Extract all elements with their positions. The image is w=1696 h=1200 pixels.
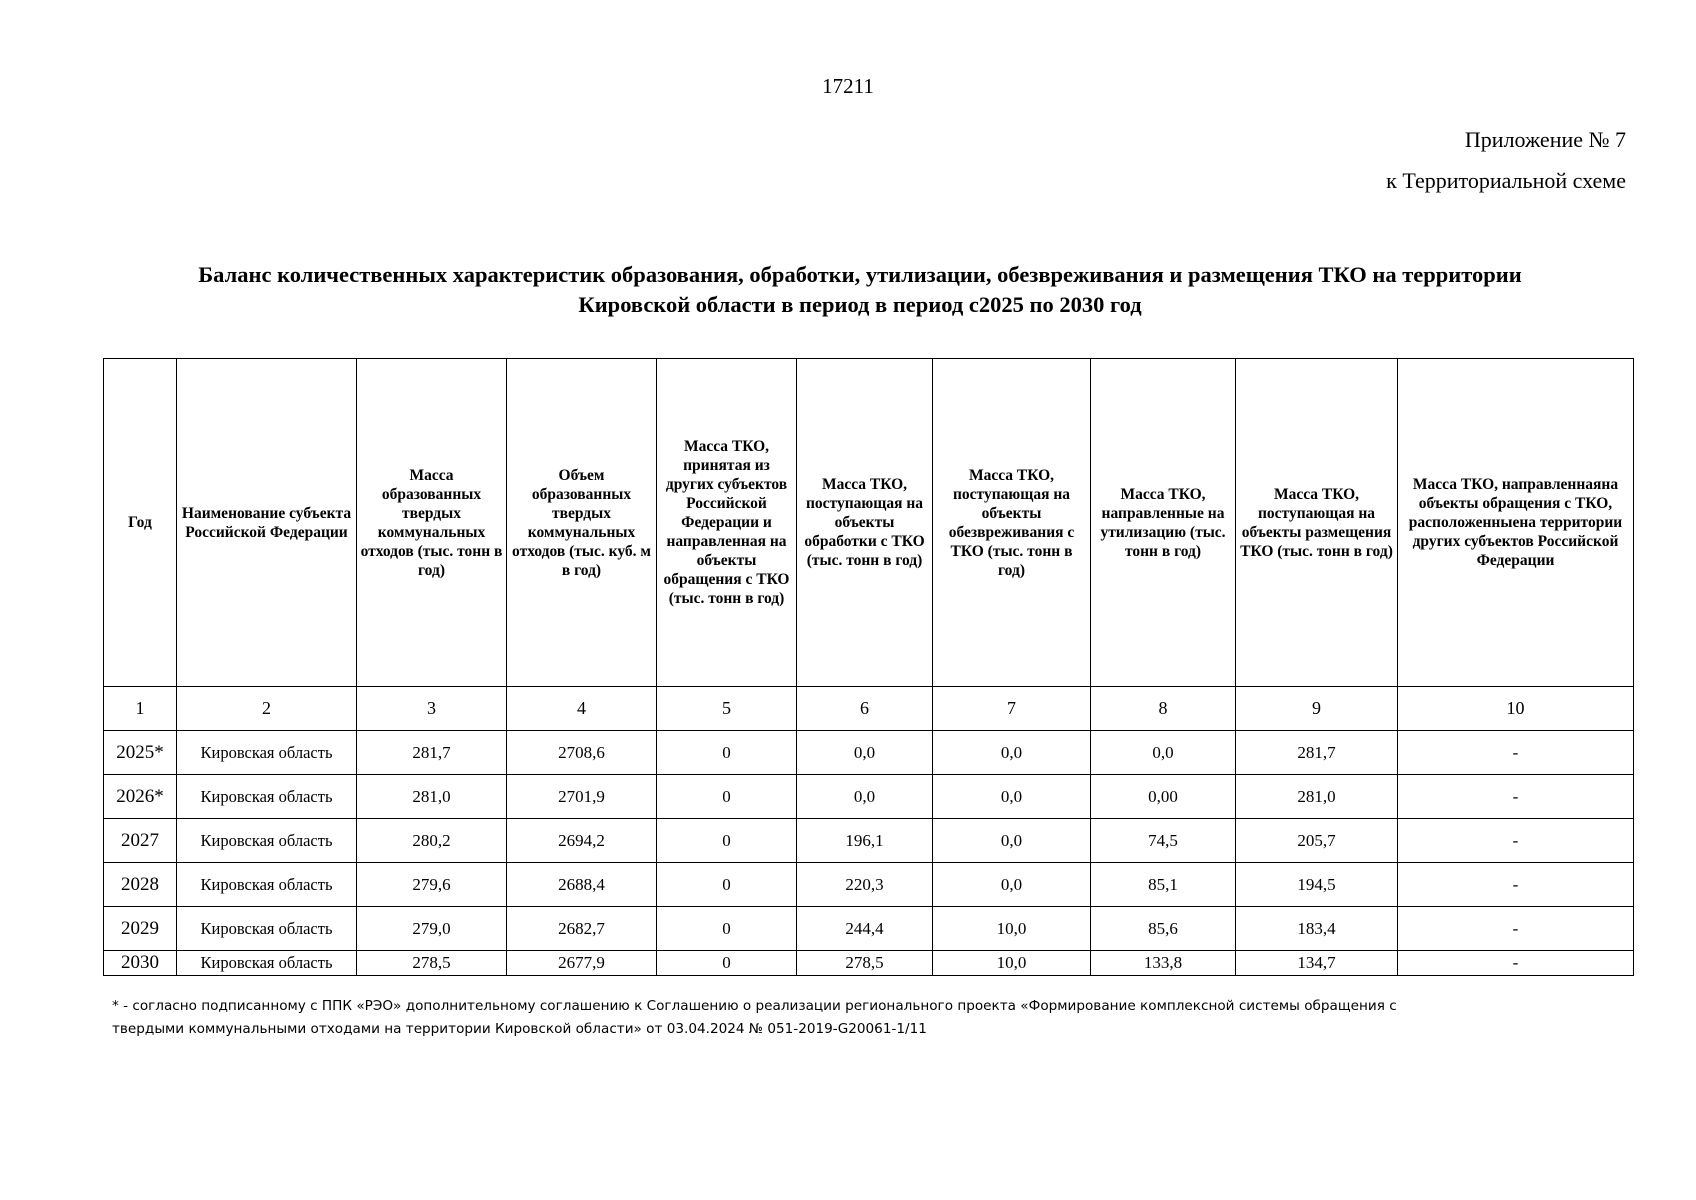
cell-mass-placement: 134,7: [1236, 951, 1398, 976]
cell-mass-exported: -: [1398, 731, 1634, 775]
column-number-row: [104, 687, 1634, 731]
col-header-region: Наименование субъекта Российской Федерации: [177, 359, 357, 687]
cell-year: 2025*: [104, 731, 177, 775]
cell-mass-placement: 281,0: [1236, 775, 1398, 819]
cell-mass-generated: 281,7: [357, 731, 507, 775]
appendix-subtitle: к Территориальной схеме: [1386, 168, 1626, 193]
col-header-mass-processing: Масса ТКО, поступающая на объекты обработки с ТКО (тыс. тонн в год): [797, 359, 933, 687]
cell-mass-neutralization: 0,0: [933, 731, 1091, 775]
cell-region: Кировская область: [177, 951, 357, 976]
cell-mass-utilization: 85,1: [1091, 863, 1236, 907]
cell-mass-generated: 281,0: [357, 775, 507, 819]
cell-mass-processing: 220,3: [797, 863, 933, 907]
col-header-mass-exported: Масса ТКО, направленнаяна объекты обращения с ТКО, расположенныена территории других субъектов Российской Федерации: [1398, 359, 1634, 687]
cell-mass-utilization: 0,0: [1091, 731, 1236, 775]
column-number: 9: [1236, 687, 1398, 731]
cell-region: Кировская область: [177, 863, 357, 907]
cell-year: 2028: [104, 863, 177, 907]
cell-mass-utilization: 85,6: [1091, 907, 1236, 951]
col-header-year: Год: [104, 359, 177, 687]
header-row: [104, 359, 1634, 687]
table-row: [104, 907, 1634, 951]
cell-region: Кировская область: [177, 819, 357, 863]
cell-mass-imported: 0: [657, 907, 797, 951]
col-header-mass-generated: Масса образованных твердых коммунальных отходов (тыс. тонн в год): [357, 359, 507, 687]
cell-mass-processing: 196,1: [797, 819, 933, 863]
document-title-line-1: Баланс количественных характеристик образования, обработки, утилизации, обезвреживания и размещения ТКО на территории: [198, 262, 1522, 287]
cell-mass-generated: 279,6: [357, 863, 507, 907]
cell-mass-exported: -: [1398, 907, 1634, 951]
cell-mass-processing: 278,5: [797, 951, 933, 976]
appendix-label: Приложение № 7: [1464, 127, 1626, 152]
table-row: [104, 863, 1634, 907]
column-number: 2: [177, 687, 357, 731]
column-number: 4: [507, 687, 657, 731]
table-row: [104, 819, 1634, 863]
cell-volume-generated: 2701,9: [507, 775, 657, 819]
cell-mass-neutralization: 10,0: [933, 951, 1091, 976]
cell-mass-placement: 183,4: [1236, 907, 1398, 951]
col-header-mass-utilization: Масса ТКО, направленные на утилизацию (тыс. тонн в год): [1091, 359, 1236, 687]
column-number: 8: [1091, 687, 1236, 731]
cell-mass-utilization: 133,8: [1091, 951, 1236, 976]
table-row: [104, 951, 1634, 976]
cell-mass-imported: 0: [657, 951, 797, 976]
cell-region: Кировская область: [177, 775, 357, 819]
cell-mass-neutralization: 0,0: [933, 775, 1091, 819]
cell-year: 2030: [104, 951, 177, 976]
cell-mass-processing: 0,0: [797, 731, 933, 775]
document-title: [120, 260, 1600, 320]
column-number: 7: [933, 687, 1091, 731]
table-row: [104, 731, 1634, 775]
cell-mass-utilization: 0,00: [1091, 775, 1236, 819]
cell-mass-neutralization: 0,0: [933, 863, 1091, 907]
table-row: [104, 775, 1634, 819]
col-header-mass-neutralization: Масса ТКО, поступающая на объекты обезвреживания с ТКО (тыс. тонн в год): [933, 359, 1091, 687]
col-header-mass-placement: Масса ТКО, поступающая на объекты размещения ТКО (тыс. тонн в год): [1236, 359, 1398, 687]
cell-volume-generated: 2688,4: [507, 863, 657, 907]
cell-mass-exported: -: [1398, 819, 1634, 863]
cell-year: 2027: [104, 819, 177, 863]
cell-mass-placement: 194,5: [1236, 863, 1398, 907]
column-number: 1: [104, 687, 177, 731]
cell-volume-generated: 2677,9: [507, 951, 657, 976]
column-number: 5: [657, 687, 797, 731]
cell-mass-neutralization: 0,0: [933, 819, 1091, 863]
cell-mass-placement: 281,7: [1236, 731, 1398, 775]
cell-mass-processing: 244,4: [797, 907, 933, 951]
cell-mass-exported: -: [1398, 775, 1634, 819]
page-number: 17211: [822, 74, 874, 98]
column-number: 3: [357, 687, 507, 731]
footnote-line-1: * - согласно подписанному с ППК «РЭО» дополнительному соглашению к Соглашению о реализации регионального проекта «Формирование комплексной системы обращения с: [112, 998, 1397, 1014]
cell-volume-generated: 2708,6: [507, 731, 657, 775]
cell-mass-imported: 0: [657, 731, 797, 775]
cell-mass-placement: 205,7: [1236, 819, 1398, 863]
cell-mass-imported: 0: [657, 863, 797, 907]
column-number: 6: [797, 687, 933, 731]
balance-table: [103, 358, 1634, 976]
cell-mass-generated: 280,2: [357, 819, 507, 863]
cell-mass-processing: 0,0: [797, 775, 933, 819]
footnote-line-2: твердыми коммунальными отходами на территории Кировской области» от 03.04.2024 № 051-2019-G20061-1/11: [112, 1021, 927, 1037]
cell-year: 2026*: [104, 775, 177, 819]
cell-volume-generated: 2682,7: [507, 907, 657, 951]
footnote: [112, 995, 1572, 1041]
cell-mass-generated: 278,5: [357, 951, 507, 976]
cell-region: Кировская область: [177, 907, 357, 951]
cell-mass-imported: 0: [657, 819, 797, 863]
column-number: 10: [1398, 687, 1634, 731]
cell-region: Кировская область: [177, 731, 357, 775]
cell-mass-imported: 0: [657, 775, 797, 819]
col-header-mass-imported: Масса ТКО, принятая из других субъектов Российской Федерации и направленная на объекты обращения с ТКО (тыс. тонн в год): [657, 359, 797, 687]
document-title-line-2: Кировской области в период в период с2025 по 2030 год: [578, 292, 1142, 317]
cell-volume-generated: 2694,2: [507, 819, 657, 863]
cell-mass-exported: -: [1398, 863, 1634, 907]
cell-mass-neutralization: 10,0: [933, 907, 1091, 951]
cell-mass-utilization: 74,5: [1091, 819, 1236, 863]
cell-year: 2029: [104, 907, 177, 951]
col-header-volume-generated: Объем образованных твердых коммунальных отходов (тыс. куб. м в год): [507, 359, 657, 687]
cell-mass-generated: 279,0: [357, 907, 507, 951]
cell-mass-exported: -: [1398, 951, 1634, 976]
